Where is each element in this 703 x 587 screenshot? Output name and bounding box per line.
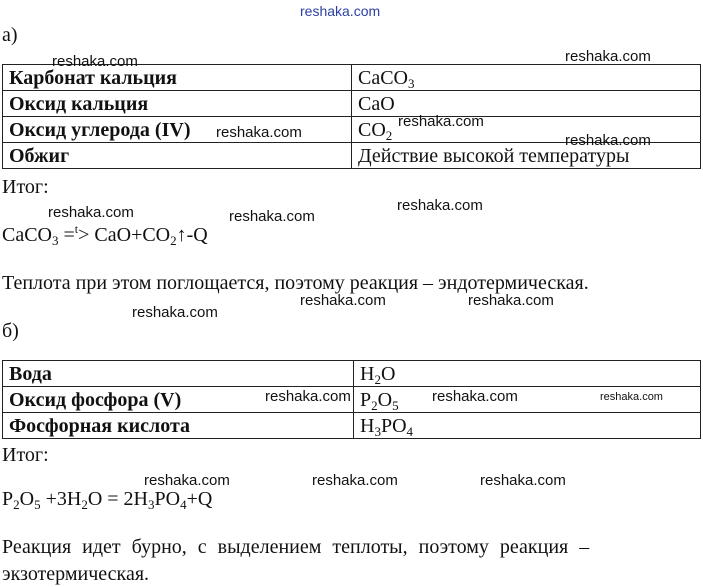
part-a-result-label: Итог: — [2, 176, 49, 198]
part-b-label: б) — [2, 320, 19, 342]
part-b-equation: $P_2O_5 +3H_2O = 2H_3PO_4+Q$ — [2, 488, 213, 512]
part-b-conclusion-line1: Реакция идет бурно, с выделением теплоты, поэтому реакция – — [2, 536, 590, 558]
table-cell-formula: $H_2O$ — [354, 361, 701, 387]
part-a-equation: CaCO$_3$ $=^t> CaO+CO_2↑-Q$ — [2, 222, 208, 248]
table-row — [3, 91, 701, 117]
table-cell-formula: $H_3PO_4$ — [354, 413, 701, 439]
watermark: reshaka.com — [565, 132, 651, 149]
part-a-conclusion: Теплота при этом поглощается, поэтому реакция – эндотермическая. — [2, 272, 589, 294]
table-cell-name: Оксид фосфора (V) — [3, 387, 354, 413]
part-a-label: а) — [2, 24, 18, 46]
table-cell-name: Вода — [3, 361, 354, 387]
watermark: reshaka.com — [216, 124, 302, 141]
part-a-table — [2, 64, 701, 169]
watermark: reshaka.com — [397, 197, 483, 214]
watermark: reshaka.com — [48, 204, 134, 221]
watermark: reshaka.com — [600, 391, 663, 403]
table-row — [3, 361, 701, 387]
watermark: reshaka.com — [265, 388, 351, 405]
watermark: reshaka.com — [480, 472, 566, 489]
watermark: reshaka.com — [300, 292, 386, 309]
watermark: reshaka.com — [468, 292, 554, 309]
watermark: reshaka.com — [144, 472, 230, 489]
watermark-top: reshaka.com — [300, 3, 381, 19]
watermark: reshaka.com — [52, 53, 138, 70]
table-cell-formula: CaO — [352, 91, 701, 117]
watermark: reshaka.com — [565, 48, 651, 65]
part-b-conclusion-line2: экзотермическая. — [2, 563, 150, 585]
watermark: reshaka.com — [132, 304, 218, 321]
watermark: reshaka.com — [398, 113, 484, 130]
watermark: reshaka.com — [432, 388, 518, 405]
watermark: reshaka.com — [312, 472, 398, 489]
table-cell-formula: $P_2O_5$ — [354, 387, 701, 413]
part-b-table — [2, 360, 701, 439]
table-cell-name: Оксид кальция — [3, 91, 352, 117]
table-cell-name: Обжиг — [3, 143, 352, 169]
table-cell-name: Карбонат кальция — [3, 65, 352, 91]
table-cell-formula: Действие высокой температуры — [352, 143, 701, 169]
table-cell-name: Фосфорная кислота — [3, 413, 354, 439]
table-cell-name: Оксид углерода (IV) — [3, 117, 352, 143]
table-cell-formula: $CO_2$ — [352, 117, 701, 143]
watermark: reshaka.com — [229, 208, 315, 225]
table-cell-formula: CaCO$_3$ — [352, 65, 701, 91]
table-row — [3, 387, 701, 413]
part-b-result-label: Итог: — [2, 444, 49, 466]
table-row — [3, 413, 701, 439]
